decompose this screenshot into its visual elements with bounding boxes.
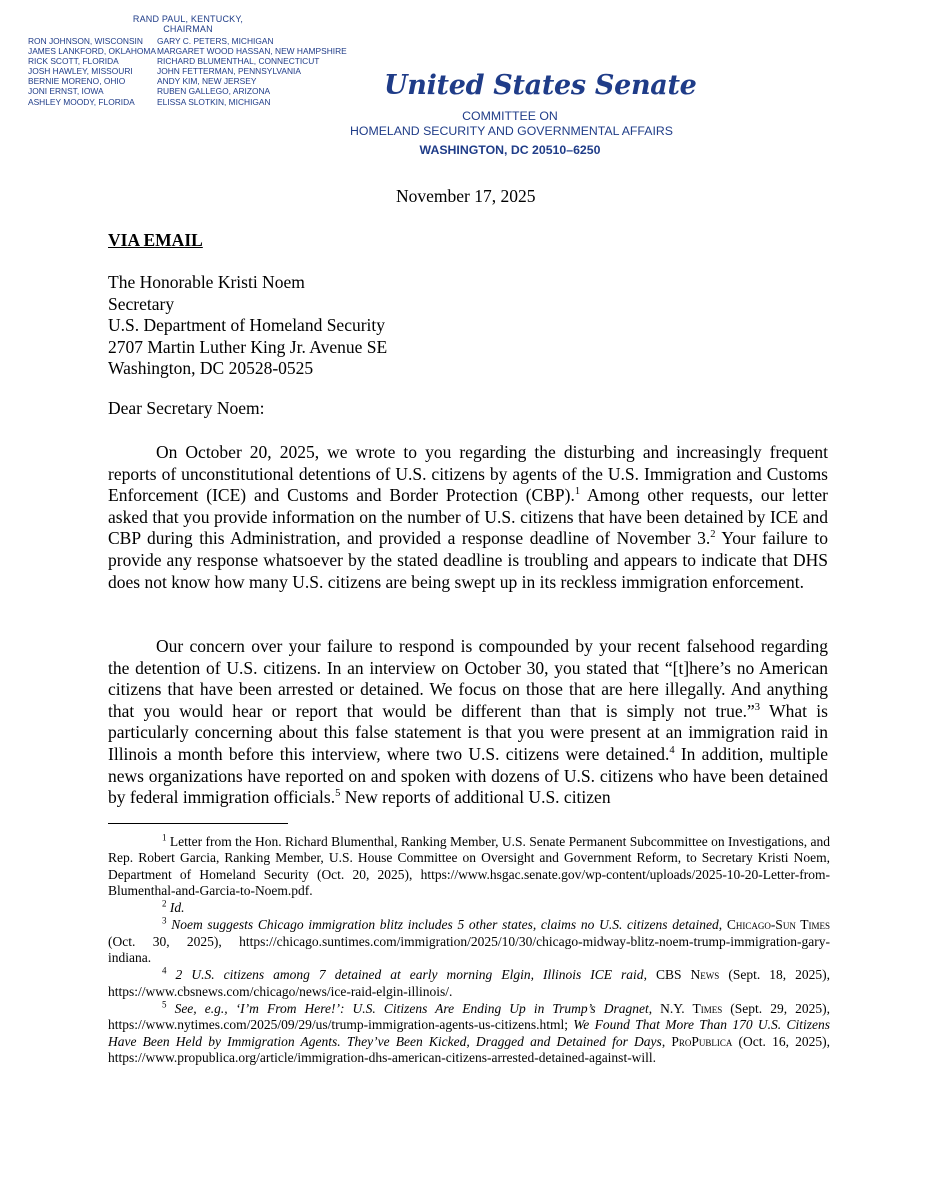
member-name: RICHARD BLUMENTHAL, CONNECTICUT	[157, 56, 320, 67]
member-name: JONI ERNST, IOWA	[28, 86, 104, 97]
delivery-method: VIA EMAIL	[108, 230, 203, 250]
footnote-publication: Chicago-Sun Times	[726, 917, 831, 933]
committee-address: WASHINGTON, DC 20510–6250	[419, 143, 601, 157]
member-name: MARGARET WOOD HASSAN, NEW HAMPSHIRE	[157, 46, 347, 57]
senate-wordmark: United States Senate	[384, 70, 697, 101]
member-name: ANDY KIM, NEW JERSEY	[157, 76, 257, 87]
member-name: RON JOHNSON, WISCONSIN	[28, 36, 143, 46]
paragraph-text: What is particularly concerning about this false statement is that you were present at an immigration raid in Illinois a month before this interview, where two U.S. citizens were detained.	[108, 700, 828, 764]
footnote-title: 2 U.S. citizens among 7 detained at early morning Elgin, Illinois ICE raid	[175, 967, 644, 983]
footnote-ref: 4	[669, 745, 675, 757]
member-name: GARY C. PETERS, MICHIGAN	[157, 36, 274, 46]
body-paragraph-1	[108, 442, 828, 593]
member-name: RUBEN GALLEGO, ARIZONA	[157, 86, 271, 97]
recipient-line: U.S. Department of Homeland Security	[108, 315, 386, 335]
footnote-text: Letter from the Hon. Richard Blumenthal, Ranking Member, U.S. Senate Permanent Subcommittee on Investigations, and Rep. Robert Garcia, Ranking Member, U.S. House Committee on Oversight and Government Reform, to Secretary Kristi Noem, Department of Homeland Security (Oct. 20, 2025), https://www.hsgac.senate.gov/wp-content/uploads/2025-10-20-Letter-from-Blumenthal-and-Garcia-to-Noem.pdf.	[108, 834, 831, 898]
footnote-number: 1	[162, 832, 167, 843]
footnote-text: (Sept. 18, 2025), https://www.cbsnews.com/chicago/news/ice-raid-elgin-illinois/.	[108, 967, 831, 999]
footnote-number: 4	[162, 965, 167, 976]
footnote-3: $^3$ Noem suggests Chicago immigration blitz includes 5 other states, claims no U.S. citizens detained, Chicago-Sun Times (Oct. 30, 2025), https://chicago.suntimes.com/immigration/2025/10/30/chicago-midway-blitz-noem-trump-immigration-gary-indiana.	[108, 915, 831, 966]
footnote-ref: 3	[754, 701, 761, 713]
recipient-line: The Honorable Kristi Noem	[108, 272, 305, 292]
footnote-number: 2	[162, 898, 167, 909]
paragraph-text: Among other requests, our letter asked that you provide information on the number of U.S. citizens that have been detained by ICE and CBP during this Administration, and provided a response deadline of November 3.	[108, 485, 828, 549]
member-name: RICK SCOTT, FLORIDA	[28, 56, 119, 67]
paragraph-text: Our concern over your failure to respond is compounded by your recent falsehood regarding the detention of U.S. citizens. In an interview on October 30, you stated that “[t]here’s no American citizens that have been arrested or detained. We focus on those that are here illegally. And anything that you would hear or report that would be different than that is simply not true.”	[108, 636, 828, 721]
footnote-title: We Found That More Than 170 U.S. Citizens Have Been Held by Immigration Agents. They’ve Been Kicked, Dragged and Detained for Days	[108, 1017, 830, 1049]
recipient-line: Washington, DC 20528-0525	[108, 358, 314, 378]
committee-line-1: COMMITTEE ON	[462, 109, 558, 123]
recipient-line: Secretary	[108, 293, 175, 314]
recipient-address	[108, 272, 387, 380]
footnote-text: Id.	[169, 900, 185, 916]
member-name: ASHLEY MOODY, FLORIDA	[28, 96, 135, 107]
recipient-line: 2707 Martin Luther King Jr. Avenue SE	[108, 336, 388, 357]
member-name: ELISSA SLOTKIN, MICHIGAN	[157, 96, 271, 107]
footnote-number: 3	[162, 915, 167, 926]
footnote-number: 5	[162, 999, 167, 1010]
footnote-divider	[108, 823, 288, 824]
footnote-text: (Sept. 29, 2025), https://www.nytimes.com/2025/09/29/us/trump-immigration-agents-us-citizens.html;	[108, 1000, 831, 1033]
body-paragraph-2	[108, 636, 828, 809]
salutation: Dear Secretary Noem:	[108, 398, 265, 418]
member-name: JOHN FETTERMAN, PENNSYLVANIA	[157, 66, 301, 77]
footnote-4: $^4$ 2 U.S. citizens among 7 detained at early morning Elgin, Illinois ICE raid, CBS News (Sept. 18, 2025), https://www.cbsnews.com/chicago/news/ice-raid-elgin-illinois/.	[108, 965, 831, 999]
paragraph-text: On October 20, 2025, we wrote to you regarding the disturbing and increasingly frequent reports of unconstitutional detentions of U.S. citizens by agents of the U.S. Immigration and Customs Enforcement (ICE) and Customs and Border Protection (CBP).	[108, 442, 828, 506]
footnote-publication: ProPublica	[671, 1033, 733, 1049]
member-name: JOSH HAWLEY, MISSOURI	[28, 66, 133, 77]
committee-name: HOMELAND SECURITY AND GOVERNMENTAL AFFAIRS	[350, 124, 673, 138]
chairman-line: RAND PAUL, KENTUCKY, CHAIRMAN	[132, 14, 244, 34]
footnote-title: See, e.g., ‘I’m From Here!’: U.S. Citizens Are Ending Up in Trump’s Dragnet	[174, 1000, 649, 1016]
footnote-ref: 2	[710, 529, 716, 541]
footnote-5: $^5$ See, e.g., ‘I’m From Here!’: U.S. Citizens Are Ending Up in Trump’s Dragnet, N.Y. Times (Sept. 29, 2025), https://www.nytimes.com/2025/09/29/us/trump-immigration-agents-us-citizens.html; We Found That More Than 170 U.S. Citizens Have Been Held by Immigration Agents. They’ve Been Kicked, Dragged and Detained for Days, ProPublica (Oct. 16, 2025), https://www.propublica.org/article/immigration-dhs-american-citizens-arrested-detained-against-will.	[108, 999, 831, 1065]
footnote-1	[108, 834, 830, 899]
footnote-text: (Oct. 30, 2025), https://chicago.suntimes.com/immigration/2025/10/30/chicago-midway-blitz-noem-trump-immigration-gary-indiana.	[108, 933, 830, 966]
paragraph-text: In addition, multiple news organizations have reported on and spoken with dozens of U.S. citizens who have been detained by federal immigration officials.	[108, 743, 828, 808]
paragraph-text: Your failure to provide any response whatsoever by the stated deadline is troubling and appears to indicate that DHS does not know how many U.S. citizens are being swept up in its reckless immigration enforcement.	[108, 528, 828, 592]
footnote-text: (Oct. 16, 2025), https://www.propublica.org/article/immigration-dhs-american-citizens-arrested-detained-against-will.	[108, 1033, 831, 1065]
paragraph-text: New reports of additional U.S. citizen	[340, 787, 611, 808]
footnote-publication: CBS News	[655, 967, 720, 983]
member-name: JAMES LANKFORD, OKLAHOMA	[28, 46, 156, 57]
footnote-ref: 1	[574, 486, 581, 498]
footnotes	[108, 834, 830, 1067]
footnote-ref: 5	[335, 788, 341, 800]
footnote-2	[108, 900, 830, 916]
minority-members	[157, 36, 347, 107]
member-name: BERNIE MORENO, OHIO	[28, 76, 126, 87]
footnote-title: Noem suggests Chicago immigration blitz includes 5 other states, claims no U.S. citizens detained	[171, 917, 719, 933]
footnote-publication: N.Y. Times	[660, 1000, 723, 1016]
majority-members	[28, 36, 156, 107]
letter-date: November 17, 2025	[396, 186, 536, 206]
